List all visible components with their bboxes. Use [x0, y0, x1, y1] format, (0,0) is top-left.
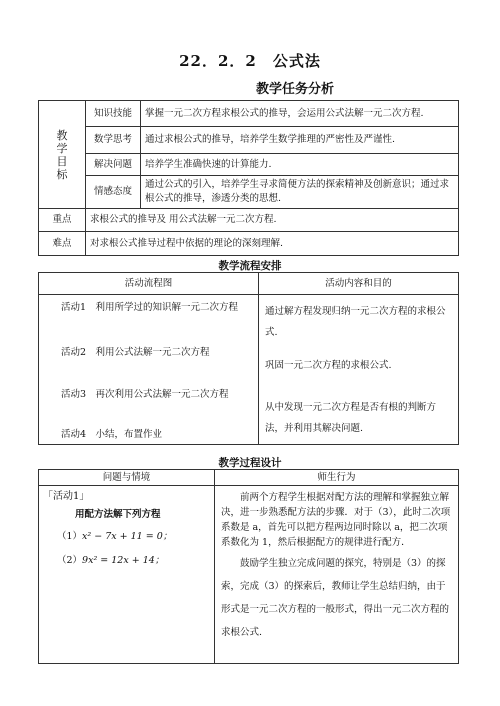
key-point-label: 重点: [39, 209, 86, 232]
problem-cell: [39, 486, 215, 664]
activity-item: 活动2 利用公式法解一元二次方程: [61, 347, 210, 358]
activity-item: 活动4 小结，布置作业: [61, 429, 163, 440]
goals-label: 教 学 目 标: [39, 101, 86, 209]
teacher-paragraph: 鼓励学生独立完成问题的探究，特别是（3）的探索，完成（3）的探索后，教师让学生总结归纳，由于形式是一元二次方程的一般形式，得出一元二次方程的求根公式.: [221, 558, 450, 638]
activity-item: 活动1 利用所学过的知识解一元二次方程: [61, 302, 239, 313]
goal-content: 通过求根公式的推导，培养学生数学推理的严密性及严谨性.: [141, 127, 459, 154]
analysis-table: [38, 100, 459, 256]
flow-col-header: 活动流程图: [39, 273, 259, 295]
flow-col-header: 活动内容和目的: [259, 273, 459, 295]
flow-title: 教学流程安排: [218, 260, 282, 272]
goal-name: 数学思考: [86, 127, 141, 154]
teacher-paragraph: 前两个方程学生根据对配方法的理解和掌握独立解决，进一步熟悉配方法的步骤．对于（3），此时二次项系数是 a，首先可以把方程两边同时除以 a，把二次项系数化为 1，然后根据配方的规律进行配方．: [221, 492, 451, 548]
goal-name: 知识技能: [86, 101, 141, 127]
goal-content: 通过公式的引入，培养学生寻求简便方法的探索精神及创新意识；通过求根公式的推导，渗透分类的思想.: [141, 176, 459, 209]
purpose-list: [259, 295, 459, 445]
goal-name: 情感态度: [86, 176, 141, 209]
analysis-title: 教学任务分析: [255, 82, 334, 97]
task-label: 用配方法解下列方程: [75, 509, 161, 520]
key-point-content: 求根公式的推导及 用公式法解一元二次方程.: [86, 209, 459, 232]
goal-content: 掌握一元二次方程求根公式的推导，会运用公式法解一元二次方程.: [141, 101, 459, 127]
flow-table: [38, 272, 459, 445]
difficulty-label: 难点: [39, 232, 86, 256]
activity-label: 「活动1」: [43, 491, 90, 502]
activity-list: [39, 295, 259, 445]
goal-content: 培养学生准确快速的计算能力.: [141, 154, 459, 176]
difficulty-content: 对求根公式推导过程中依据的理论的深刻理解.: [86, 232, 459, 256]
goal-name: 解决问题: [86, 154, 141, 176]
activity-item: 活动3 再次利用公式法解一元二次方程: [61, 389, 229, 400]
purpose-item: 通过解方程发现归纳一元二次方程的求根公式.: [265, 306, 446, 338]
page-title: 22．2．2 公式法: [179, 52, 321, 70]
purpose-item: 从中发现一元二次方程是否有根的判断方法，并利用其解决问题.: [265, 402, 437, 434]
process-col-header: 师生行为: [215, 470, 459, 486]
process-col-header: 问题与情境: [39, 470, 215, 486]
teacher-cell: [215, 486, 459, 664]
equation-1: （1）x² − 7x + 11 = 0；: [57, 531, 173, 542]
purpose-item: 巩固一元二次方程的求根公式.: [265, 360, 392, 371]
equation-2: （2）9x² = 12x + 14；: [57, 555, 165, 566]
process-title: 教学过程设计: [218, 457, 282, 469]
process-table: [38, 469, 459, 664]
